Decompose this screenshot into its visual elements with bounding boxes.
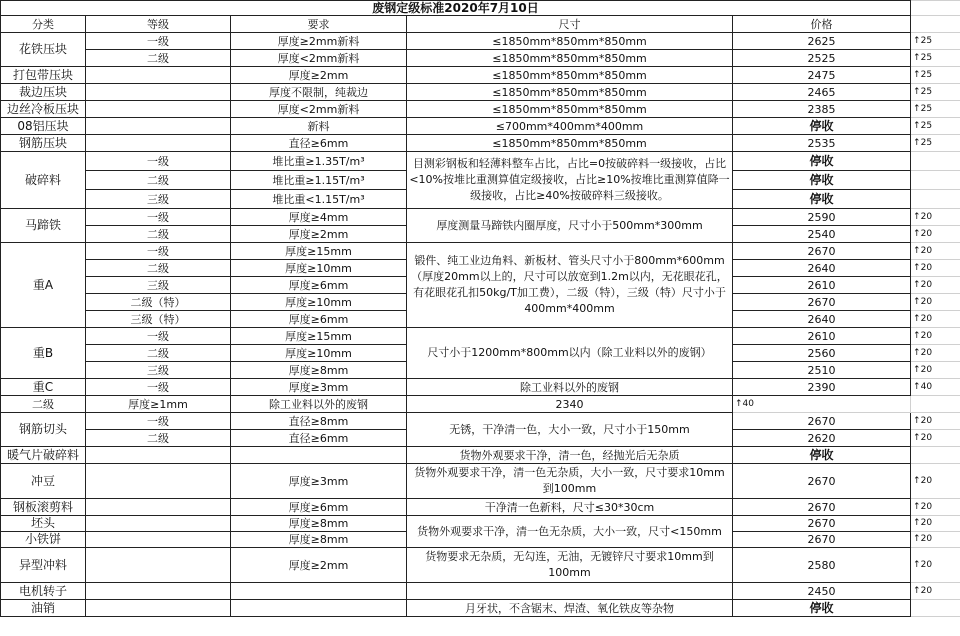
requirement-cell: 厚度≥10mm bbox=[231, 260, 407, 277]
requirement-cell bbox=[231, 600, 407, 617]
price-cell: 2670 bbox=[733, 532, 911, 548]
price-cell: 2610 bbox=[733, 328, 911, 345]
table-row bbox=[1, 499, 960, 516]
price-cell: 停收 bbox=[733, 118, 911, 135]
category-cell: 小铁饼 bbox=[1, 532, 86, 548]
price-cell: 停收 bbox=[733, 447, 911, 464]
price-cell: 2670 bbox=[733, 499, 911, 516]
requirement-cell: 堆比重≥1.15T/m³ bbox=[231, 171, 407, 190]
price-change-cell bbox=[911, 600, 960, 617]
grade-cell bbox=[86, 583, 231, 600]
price-cell: 2340 bbox=[407, 396, 733, 413]
requirement-cell bbox=[231, 583, 407, 600]
table-row bbox=[1, 548, 960, 583]
size-cell: 无锈，干净清一色，大小一致，尺寸小于150mm bbox=[407, 413, 733, 447]
price-cell: 2525 bbox=[733, 50, 911, 67]
price-change-cell: ↑25 bbox=[911, 135, 960, 152]
category-cell: 08铝压块 bbox=[1, 118, 86, 135]
grade-cell: 一级 bbox=[86, 328, 231, 345]
category-cell: 坯头 bbox=[1, 516, 86, 532]
size-cell: ≤1850mm*850mm*850mm bbox=[407, 84, 733, 101]
grade-cell: 二级 bbox=[86, 226, 231, 243]
header-category: 分类 bbox=[1, 16, 86, 33]
price-cell: 2385 bbox=[733, 101, 911, 118]
size-cell: 月牙状，不含锯末、焊渣、氧化铁皮等杂物 bbox=[407, 600, 733, 617]
category-cell: 钢板滚剪料 bbox=[1, 499, 86, 516]
category-cell: 打包带压块 bbox=[1, 67, 86, 84]
category-cell: 重A bbox=[1, 243, 86, 328]
header-requirement: 要求 bbox=[231, 16, 407, 33]
price-cell: 2625 bbox=[733, 33, 911, 50]
size-cell: 干净清一色新料，尺寸≤30*30cm bbox=[407, 499, 733, 516]
category-cell: 电机转子 bbox=[1, 583, 86, 600]
grade-cell: 一级 bbox=[86, 209, 231, 226]
price-change-cell: ↑20 bbox=[911, 277, 960, 294]
table-row bbox=[1, 84, 960, 101]
title-row bbox=[1, 1, 960, 16]
category-cell: 异型冲料 bbox=[1, 548, 86, 583]
category-cell: 裁边压块 bbox=[1, 84, 86, 101]
grade-cell: 二级（特） bbox=[86, 294, 231, 311]
grade-cell bbox=[86, 464, 231, 499]
grade-cell: 二级 bbox=[86, 171, 231, 190]
requirement-cell: 厚度≥8mm bbox=[231, 516, 407, 532]
requirement-cell: 厚度不限制，纯裁边 bbox=[231, 84, 407, 101]
requirement-cell: 厚度≥15mm bbox=[231, 243, 407, 260]
price-cell: 2475 bbox=[733, 67, 911, 84]
price-cell: 2670 bbox=[733, 464, 911, 499]
requirement-cell: 厚度<2mm新料 bbox=[231, 50, 407, 67]
table-row bbox=[1, 413, 960, 430]
requirement-cell: 堆比重<1.15T/m³ bbox=[231, 190, 407, 209]
price-change-cell: ↑20 bbox=[911, 430, 960, 447]
size-cell: ≤1850mm*850mm*850mm bbox=[407, 50, 733, 67]
requirement-cell: 厚度≥2mm bbox=[231, 226, 407, 243]
grade-cell: 一级 bbox=[86, 33, 231, 50]
price-change-cell: ↑20 bbox=[911, 209, 960, 226]
table-row bbox=[1, 101, 960, 118]
table-row bbox=[1, 209, 960, 226]
price-change-cell: ↑20 bbox=[911, 548, 960, 583]
price-change-cell: ↑20 bbox=[911, 499, 960, 516]
price-cell: 2640 bbox=[733, 311, 911, 328]
price-cell: 2610 bbox=[733, 277, 911, 294]
table-row bbox=[1, 152, 960, 171]
price-change-cell: ↑25 bbox=[911, 84, 960, 101]
price-cell: 2510 bbox=[733, 362, 911, 379]
requirement-cell: 直径≥6mm bbox=[231, 430, 407, 447]
grade-cell: 一级 bbox=[86, 413, 231, 430]
grade-cell: 二级 bbox=[1, 396, 86, 413]
requirement-cell: 厚度≥6mm bbox=[231, 311, 407, 328]
grade-cell bbox=[86, 516, 231, 532]
table-row bbox=[1, 33, 960, 50]
grade-cell: 三级 bbox=[86, 362, 231, 379]
grade-cell bbox=[86, 532, 231, 548]
table-row bbox=[1, 516, 960, 532]
requirement-cell: 厚度≥4mm bbox=[231, 209, 407, 226]
size-cell: 目测彩钢板和轻薄料整车占比，占比=0按破碎料一级接收，占比<10%按堆比重测算值定级接收，占比≥10%按堆比重测算值降一级接收，占比≥40%按破碎料三级接收。 bbox=[407, 152, 733, 209]
price-change-cell: ↑25 bbox=[911, 50, 960, 67]
table-row bbox=[1, 328, 960, 345]
grade-cell bbox=[86, 135, 231, 152]
requirement-cell: 厚度≥10mm bbox=[231, 345, 407, 362]
price-change-cell: ↑20 bbox=[911, 294, 960, 311]
price-cell: 2465 bbox=[733, 84, 911, 101]
price-cell: 停收 bbox=[733, 152, 911, 171]
price-change-cell bbox=[911, 171, 960, 190]
price-cell: 2580 bbox=[733, 548, 911, 583]
grade-cell bbox=[86, 447, 231, 464]
grade-cell: 二级 bbox=[86, 430, 231, 447]
category-cell: 重B bbox=[1, 328, 86, 379]
grade-cell: 一级 bbox=[86, 152, 231, 171]
requirement-cell: 厚度≥15mm bbox=[231, 328, 407, 345]
grade-cell: 二级 bbox=[86, 260, 231, 277]
requirement-cell: 厚度≥10mm bbox=[231, 294, 407, 311]
table-row bbox=[1, 67, 960, 84]
size-cell: 货物要求无杂质，无勾连，无油，无镀锌尺寸要求10mm到100mm bbox=[407, 548, 733, 583]
price-cell: 2560 bbox=[733, 345, 911, 362]
table-title: 废钢定级标准2020年7月10日 bbox=[1, 1, 911, 16]
grade-cell: 三级（特） bbox=[86, 311, 231, 328]
grade-cell: 一级 bbox=[86, 243, 231, 260]
size-cell: ≤1850mm*850mm*850mm bbox=[407, 67, 733, 84]
size-cell: ≤700mm*400mm*400mm bbox=[407, 118, 733, 135]
grade-cell bbox=[86, 101, 231, 118]
header-price: 价格 bbox=[733, 16, 911, 33]
category-cell: 冲豆 bbox=[1, 464, 86, 499]
price-change-cell: ↑40 bbox=[733, 396, 911, 413]
category-cell: 边丝冷板压块 bbox=[1, 101, 86, 118]
requirement-cell: 直径≥6mm bbox=[231, 135, 407, 152]
price-change-cell: ↑20 bbox=[911, 226, 960, 243]
category-cell: 钢筋压块 bbox=[1, 135, 86, 152]
price-cell: 停收 bbox=[733, 171, 911, 190]
price-change-cell bbox=[911, 447, 960, 464]
size-cell bbox=[407, 583, 733, 600]
requirement-cell: 厚度≥8mm bbox=[231, 362, 407, 379]
price-cell: 停收 bbox=[733, 600, 911, 617]
price-cell: 2670 bbox=[733, 243, 911, 260]
grade-cell bbox=[86, 84, 231, 101]
price-change-cell: ↑20 bbox=[911, 243, 960, 260]
requirement-cell: 厚度≥2mm bbox=[231, 548, 407, 583]
grade-cell bbox=[86, 600, 231, 617]
requirement-cell: 厚度≥8mm bbox=[231, 532, 407, 548]
grade-cell: 三级 bbox=[86, 277, 231, 294]
category-cell: 重C bbox=[1, 379, 86, 396]
requirement-cell: 堆比重≥1.35T/m³ bbox=[231, 152, 407, 171]
price-cell: 2590 bbox=[733, 209, 911, 226]
category-cell: 油销 bbox=[1, 600, 86, 617]
grade-cell: 一级 bbox=[86, 379, 231, 396]
requirement-cell: 厚度≥3mm bbox=[231, 379, 407, 396]
size-cell: 厚度测量马蹄铁内圈厚度，尺寸小于500mm*300mm bbox=[407, 209, 733, 243]
price-change-cell: ↑25 bbox=[911, 101, 960, 118]
header-row bbox=[1, 16, 960, 33]
category-cell: 花铁压块 bbox=[1, 33, 86, 67]
grade-cell bbox=[86, 548, 231, 583]
requirement-cell: 直径≥8mm bbox=[231, 413, 407, 430]
table-row bbox=[1, 583, 960, 600]
price-cell: 2670 bbox=[733, 413, 911, 430]
size-cell: 货物外观要求干净，清一色无杂质，大小一致，尺寸<150mm bbox=[407, 516, 733, 548]
price-change-cell: ↑20 bbox=[911, 362, 960, 379]
price-cell: 停收 bbox=[733, 190, 911, 209]
header-grade: 等级 bbox=[86, 16, 231, 33]
size-cell: 锻件、纯工业边角料、新板材、管头尺寸小于800mm*600mm（厚度20mm以上的，尺寸可以放宽到1.2m以内，无花眼花孔，有花眼花孔扣50kg/T加工费），二级（特），三级（特）尺寸小于400mm*400mm bbox=[407, 243, 733, 328]
price-cell: 2535 bbox=[733, 135, 911, 152]
price-change-cell: ↑20 bbox=[911, 583, 960, 600]
price-change-cell: ↑20 bbox=[911, 516, 960, 532]
price-cell: 2670 bbox=[733, 294, 911, 311]
price-change-cell: ↑20 bbox=[911, 413, 960, 430]
table-row bbox=[1, 447, 960, 464]
price-cell: 2670 bbox=[733, 516, 911, 532]
table-row bbox=[1, 396, 960, 413]
grade-cell: 二级 bbox=[86, 345, 231, 362]
category-cell: 马蹄铁 bbox=[1, 209, 86, 243]
table-row bbox=[1, 600, 960, 617]
price-cell: 2640 bbox=[733, 260, 911, 277]
price-change-cell bbox=[911, 190, 960, 209]
price-change-cell: ↑20 bbox=[911, 328, 960, 345]
requirement-cell: 厚度≥6mm bbox=[231, 277, 407, 294]
table-row bbox=[1, 50, 960, 67]
price-change-cell: ↑20 bbox=[911, 260, 960, 277]
requirement-cell: 厚度≥3mm bbox=[231, 464, 407, 499]
size-cell: 除工业料以外的废钢 bbox=[407, 379, 733, 396]
requirement-cell: 新料 bbox=[231, 118, 407, 135]
requirement-cell: 厚度≥2mm bbox=[231, 67, 407, 84]
category-cell: 暖气片破碎料 bbox=[1, 447, 86, 464]
grade-cell bbox=[86, 67, 231, 84]
table-row bbox=[1, 243, 960, 260]
size-cell: 货物外观要求干净，清一色无杂质，大小一致，尺寸要求10mm到100mm bbox=[407, 464, 733, 499]
price-change-cell: ↑40 bbox=[911, 379, 960, 396]
table-row bbox=[1, 464, 960, 499]
grade-cell: 三级 bbox=[86, 190, 231, 209]
price-change-cell: ↑20 bbox=[911, 345, 960, 362]
table-row bbox=[1, 135, 960, 152]
grade-cell bbox=[86, 118, 231, 135]
table-row bbox=[1, 118, 960, 135]
table-row bbox=[1, 379, 960, 396]
grade-cell: 二级 bbox=[86, 50, 231, 67]
price-change-cell bbox=[911, 152, 960, 171]
size-cell: ≤1850mm*850mm*850mm bbox=[407, 33, 733, 50]
category-cell: 破碎料 bbox=[1, 152, 86, 209]
requirement-cell: 厚度≥6mm bbox=[231, 499, 407, 516]
price-cell: 2450 bbox=[733, 583, 911, 600]
size-cell: 尺寸小于1200mm*800mm以内（除工业料以外的废钢） bbox=[407, 328, 733, 379]
requirement-cell: 厚度≥1mm bbox=[86, 396, 231, 413]
price-cell: 2390 bbox=[733, 379, 911, 396]
price-change-cell: ↑20 bbox=[911, 311, 960, 328]
price-change-cell: ↑25 bbox=[911, 67, 960, 84]
price-cell: 2620 bbox=[733, 430, 911, 447]
requirement-cell: 厚度<2mm新料 bbox=[231, 101, 407, 118]
category-cell: 钢筋切头 bbox=[1, 413, 86, 447]
requirement-cell: 厚度≥2mm新料 bbox=[231, 33, 407, 50]
size-cell: 除工业料以外的废钢 bbox=[231, 396, 407, 413]
price-cell: 2540 bbox=[733, 226, 911, 243]
price-change-cell: ↑20 bbox=[911, 532, 960, 548]
grade-cell bbox=[86, 499, 231, 516]
price-change-cell: ↑25 bbox=[911, 33, 960, 50]
size-cell: ≤1850mm*850mm*850mm bbox=[407, 135, 733, 152]
price-change-cell: ↑25 bbox=[911, 118, 960, 135]
size-cell: ≤1850mm*850mm*850mm bbox=[407, 101, 733, 118]
size-cell: 货物外观要求干净，清一色，经抛光后无杂质 bbox=[407, 447, 733, 464]
requirement-cell bbox=[231, 447, 407, 464]
price-change-cell: ↑20 bbox=[911, 464, 960, 499]
header-size: 尺寸 bbox=[407, 16, 733, 33]
